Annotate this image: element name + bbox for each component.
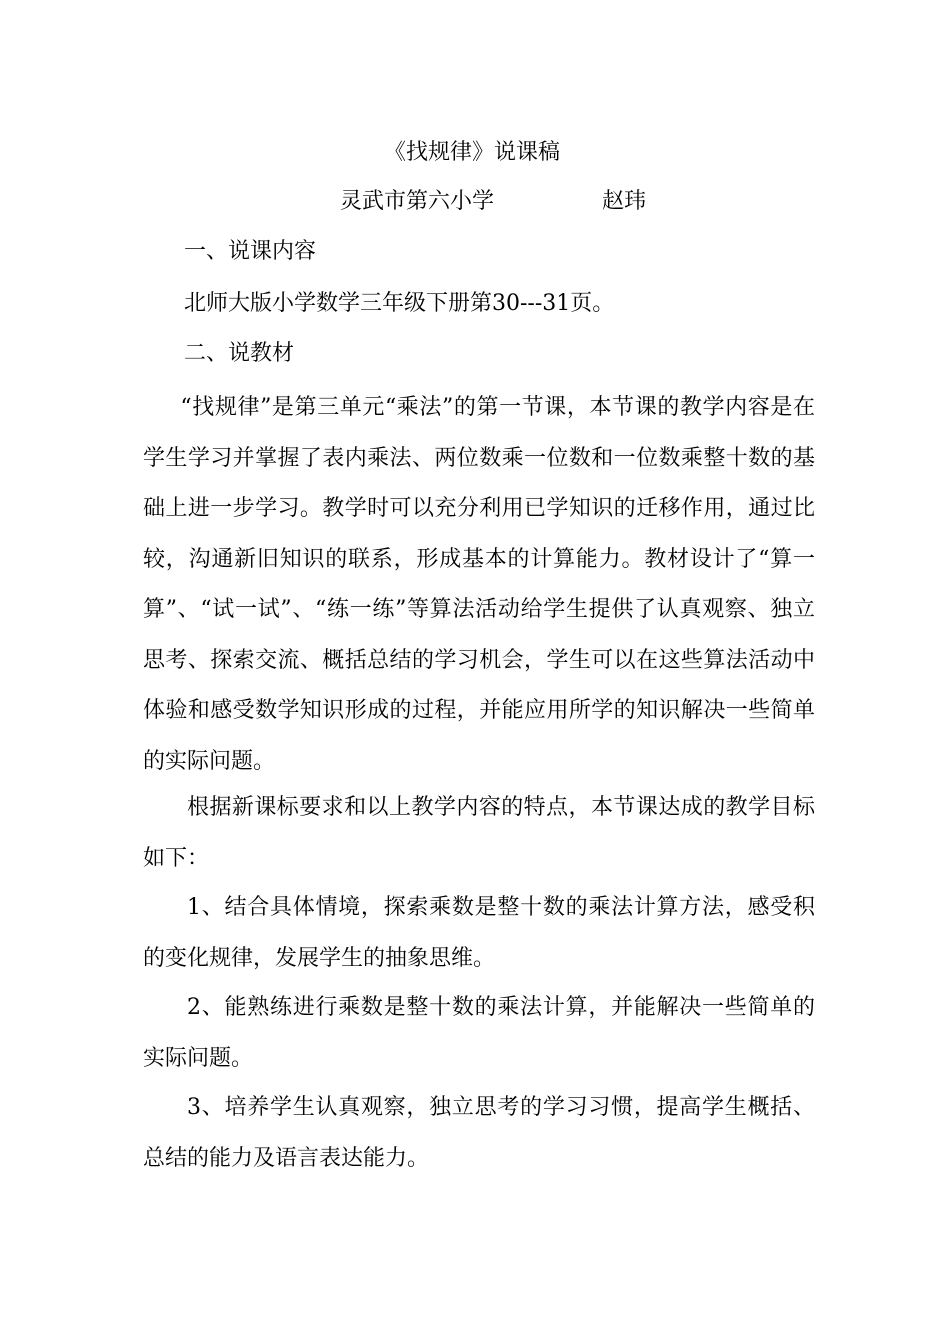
lesson-content-text: 北师大版小学数学三年级下册第30---31页。 (184, 291, 615, 316)
goals-intro-paragraph: 根据新课标要求和以上教学内容的特点，本节课达成的教学目标如下： (143, 795, 815, 871)
author-line (340, 187, 646, 217)
goal-item-1: 1、结合具体情境，探索乘数是整十数的乘法计算方法，感受积的变化规律，发展学生的抽象思维。 (143, 895, 815, 971)
section-heading-lesson-content: 一、说课内容 (184, 239, 317, 264)
author-name: 赵玮 (602, 189, 647, 214)
goal-item-2: 2、能熟练进行乘数是整十数的乘法计算，并能解决一些简单的实际问题。 (143, 995, 815, 1071)
section-heading-textbook: 二、说教材 (184, 341, 295, 366)
textbook-paragraph: “找规律”是第三单元“乘法”的第一节课，本节课的教学内容是在学生学习并掌握了表内乘法、两位数乘一位数和一位数乘整十数的基础上进一步学习。教学时可以充分利用已学知识的迁移作用，通过比较，沟通新旧知识的联系，形成基本的计算能力。教材设计了“算一算”、“试一试”、“练一练”等算法活动给学生提供了认真观察、独立思考、探索交流、概括总结的学习机会，学生可以在这些算法活动中体验和感受数学知识形成的过程，并能应用所学的知识解决一些简单的实际问题。 (143, 395, 815, 774)
goal-item-3: 3、培养学生认真观察，独立思考的学习习惯，提高学生概括、总结的能力及语言表达能力。 (143, 1095, 815, 1171)
document-title: 《找规律》说课稿 (384, 140, 561, 165)
school-name: 灵武市第六小学 (340, 189, 495, 214)
